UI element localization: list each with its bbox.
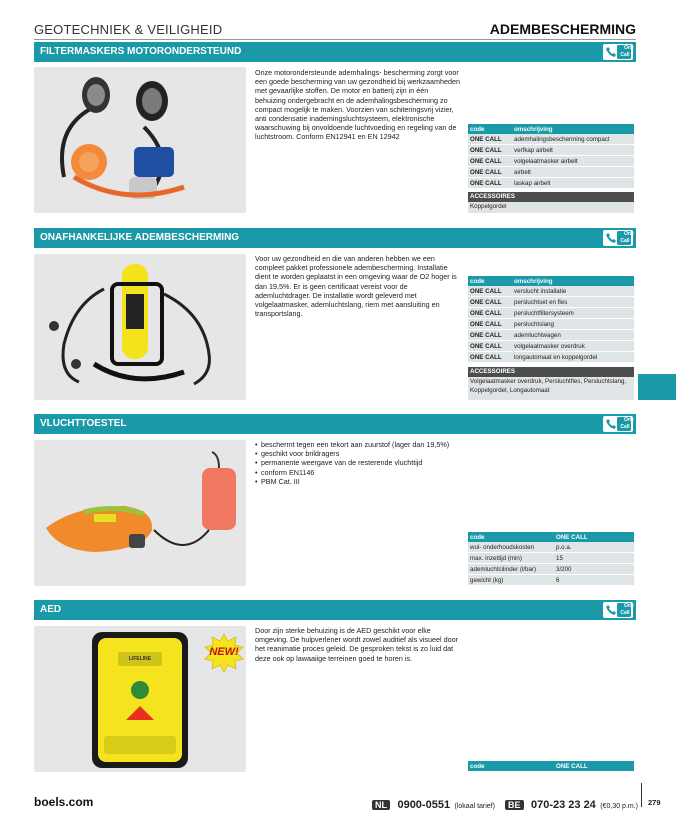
cell-code: ONE CALL — [468, 145, 512, 156]
one-call-badge — [603, 44, 633, 60]
footer-phone-be — [505, 795, 638, 813]
cell-code: ONE CALL — [468, 178, 512, 189]
cell-spec: wul- onderhoudskosten — [468, 542, 554, 553]
col-omschrijving: omschrijving — [512, 276, 634, 286]
section-title: ONAFHANKELIJKE ADEMBESCHERMING — [40, 232, 240, 243]
col-code: code — [468, 124, 512, 134]
table-row — [468, 352, 634, 363]
cell-code: ONE CALL — [468, 134, 512, 145]
image-filtermaskers — [34, 67, 246, 213]
description-filtermaskers: Onze motorondersteunde ademhalings- bescherming zorgt voor een goede bescherming van uw gezondheid bij werkzaamheden met gevaarlijke stoffen. De motor en batterij zijn in één behuizing ondergebracht en de ademhalingsbescherming zo compact mogelijk te maken. Voorzien van schiteringsvrij vizier, anti condensatie inademingsluchtsysteem, elektronische waarschuwing bij onvoldoende luchtvoeding en regeling van de luchtstroom. Conform EN12941 en EN 12942 — [255, 68, 460, 142]
phone-icon — [605, 232, 617, 244]
cell-value: p.o.a. — [554, 542, 634, 553]
table-row — [468, 178, 634, 189]
one-call-line2: Call — [620, 238, 630, 244]
cell-desc: volgelaatmasker overdruk — [512, 341, 634, 352]
table-row — [468, 145, 634, 156]
one-call-line1: One — [624, 231, 634, 237]
section-title: AED — [40, 604, 62, 615]
footer-brand: boels.com — [34, 795, 94, 809]
accessories-text: Volgelaatmasker overdruk, Persluchtfles, Persluchtslang, Koppelgordel, Longautomaat — [468, 377, 634, 400]
col-code: code — [468, 532, 554, 542]
cell-code: ONE CALL — [468, 286, 512, 297]
bullet-item: • beschermt tegen een tekort aan zuurstof (lager dan 19,5%) — [255, 440, 460, 449]
new-badge-label: NEW! — [209, 646, 239, 658]
accessories-header: ACCESSOIRES — [468, 192, 634, 202]
col-one-call: ONE CALL — [554, 532, 634, 542]
table-row — [468, 542, 634, 553]
image-vluchttoestel — [34, 440, 246, 586]
description-onafhankelijke: Voor uw gezondheid en die van anderen hebben we een compleet pakket professionele adembescherming. Installatie dient te worden geplaatst in een omgeving waar de O2 hoger is dan 19,5%. Er is geen certificaat vereist voor de ademluchtdrager. De installatie wordt geleverd met volgelaatmasker, ademluchtslang, riem met aansluiting en transportslang. — [255, 254, 457, 319]
table-row — [468, 134, 634, 145]
one-call-line1: One — [624, 417, 634, 423]
col-code: code — [468, 276, 512, 286]
cell-code: ONE CALL — [468, 330, 512, 341]
cell-spec: ademluchtcilinder (l/bar) — [468, 564, 554, 575]
cell-code: ONE CALL — [468, 352, 512, 363]
accessories-text: Koppelgordel — [468, 202, 634, 213]
image-onafhankelijke — [34, 254, 246, 400]
one-call-badge — [603, 602, 633, 618]
cell-desc: persluchtset en fles — [512, 297, 634, 308]
table-row — [468, 564, 634, 575]
table-filtermaskers — [468, 124, 634, 189]
category-title: GEOTECHNIEK & VEILIGHEID — [34, 22, 223, 37]
phone-number-nl: 0900-0551 — [397, 799, 451, 811]
table-row — [468, 341, 634, 352]
phone-icon — [605, 46, 617, 58]
table-row — [468, 297, 634, 308]
section-bar-vluchttoestel — [34, 414, 636, 434]
breathing-apparatus-illustration — [34, 254, 246, 400]
table-onafhankelijke — [468, 276, 634, 363]
bullet-item: • PBM Cat. III — [255, 477, 460, 486]
table-row — [468, 308, 634, 319]
table-row — [468, 286, 634, 297]
phone-note-be: (€0,30 p.m.) — [600, 803, 639, 810]
cell-desc: verslucht installatie — [512, 286, 634, 297]
section-title: VLUCHTTOESTEL — [40, 418, 127, 429]
device-label: LIFELINE — [128, 656, 152, 662]
cell-desc: airbelt — [512, 167, 634, 178]
cell-value: 15 — [554, 553, 634, 564]
cell-code: ONE CALL — [468, 319, 512, 330]
section-title: FILTERMASKERS MOTORONDERSTEUND — [40, 46, 242, 57]
cell-spec: gewicht (kg) — [468, 575, 554, 586]
cell-value: 6 — [554, 575, 634, 586]
cell-code: ONE CALL — [468, 167, 512, 178]
cell-desc: persluchtslang — [512, 319, 634, 330]
cell-desc: longautomaat en koppelgordel — [512, 352, 634, 363]
one-call-line2: Call — [620, 424, 630, 430]
bullets-vluchttoestel — [255, 440, 460, 486]
table-row — [468, 156, 634, 167]
col-code: code — [468, 761, 554, 771]
table-row — [468, 319, 634, 330]
phone-icon — [605, 418, 617, 430]
phone-icon — [605, 604, 617, 616]
cell-desc: volgelaatmasker airbelt — [512, 156, 634, 167]
bullet-item: • conform EN1146 — [255, 468, 460, 477]
table-row — [468, 167, 634, 178]
header-divider — [34, 39, 636, 40]
cell-desc: ademluchtwagen — [512, 330, 634, 341]
cell-desc: persluchtfiltersysteem — [512, 308, 634, 319]
cell-code: ONE CALL — [468, 297, 512, 308]
table-row — [468, 553, 634, 564]
table-row — [468, 330, 634, 341]
cell-value: 3/200 — [554, 564, 634, 575]
flag-be: BE — [505, 800, 524, 810]
one-call-line1: One — [624, 603, 634, 609]
cell-desc: verfkap airbelt — [512, 145, 634, 156]
flag-nl: NL — [372, 800, 390, 810]
page-number: 279 — [648, 798, 661, 807]
one-call-badge — [603, 230, 633, 246]
col-one-call: ONE CALL — [554, 761, 634, 771]
chapter-tab — [638, 374, 676, 400]
phone-note-nl: (lokaal tarief) — [454, 803, 495, 810]
page-heading: ADEMBESCHERMING — [489, 21, 636, 37]
table-vluchttoestel — [468, 532, 634, 586]
section-bar-onafhankelijke — [34, 228, 636, 248]
table-aed — [468, 761, 634, 771]
bullet-item: • permanente weergave van de resterende vluchttijd — [255, 458, 460, 467]
one-call-line1: One — [624, 45, 634, 51]
section-bar-filtermaskers — [34, 42, 636, 62]
cell-code: ONE CALL — [468, 156, 512, 167]
description-aed: Door zijn sterke behuizing is de AED geschikt voor elke omgeving. De hulpverlener wordt zowel auditief als visueel door het reanimatie proces geleid. De gesproken tekst is zo luid dat deze ook op lawaaiige terreinen goed te horen is. — [255, 626, 458, 663]
phone-number-be: 070-23 23 24 — [530, 799, 596, 811]
escape-device-illustration — [34, 440, 246, 586]
filtermask-illustration — [34, 67, 246, 213]
section-bar-aed — [34, 600, 636, 620]
one-call-badge — [603, 416, 633, 432]
col-omschrijving: omschrijving — [512, 124, 634, 134]
accessories-header: ACCESSOIRES — [468, 367, 634, 377]
table-row — [468, 575, 634, 586]
cell-desc: laskap airbelt — [512, 178, 634, 189]
footer-divider — [641, 783, 642, 807]
cell-desc: ademhalingsbescherming compact — [512, 134, 634, 145]
bullet-item: • geschikt voor brildragers — [255, 449, 460, 458]
cell-spec: max. inzettijd (min) — [468, 553, 554, 564]
new-badge — [204, 633, 244, 673]
one-call-line2: Call — [620, 610, 630, 616]
one-call-line2: Call — [620, 52, 630, 58]
cell-code: ONE CALL — [468, 308, 512, 319]
footer-phone-nl — [372, 795, 495, 813]
cell-code: ONE CALL — [468, 341, 512, 352]
